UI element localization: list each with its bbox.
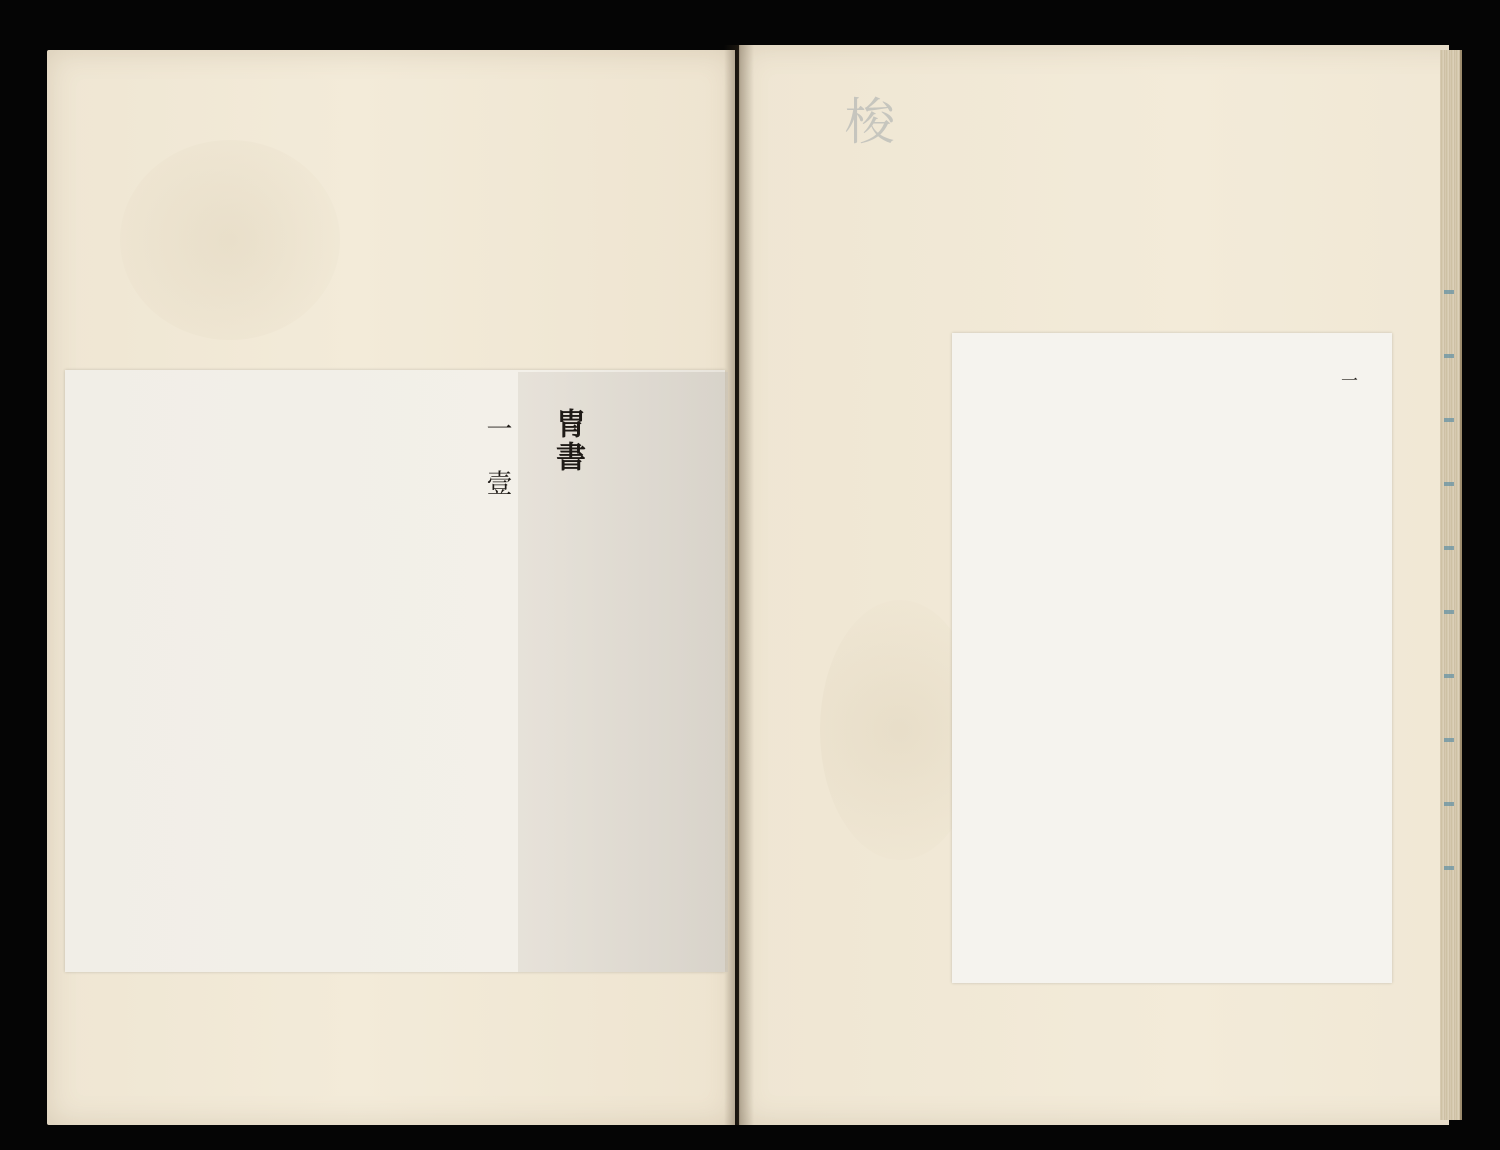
show-through-text: 梭 [837,95,895,151]
page-edge-marks [1444,230,1454,930]
manuscript-line: 一 [1337,371,1357,391]
right-manuscript-text [1000,342,1380,952]
paper-stain [120,140,340,340]
left-manuscript-text [66,378,546,938]
manuscript-line: 一 壹 [482,415,512,497]
slip-heading: 冑書 [550,408,585,474]
book-gutter [724,45,754,1125]
